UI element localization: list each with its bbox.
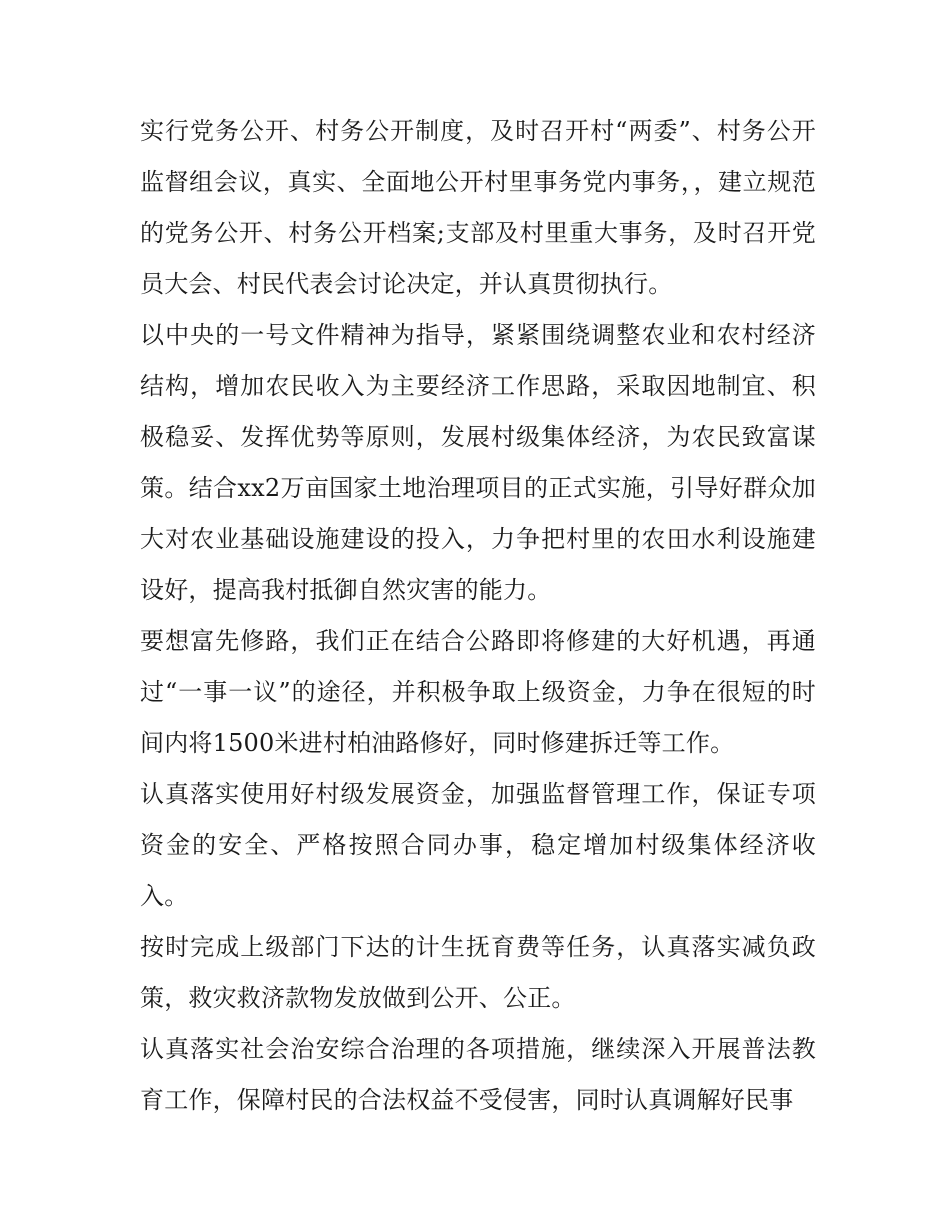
paragraph-economic-development: 以中央的一号文件精神为指导，紧紧围绕调整农业和农村经济结构，增加农民收入为主要经济工作思路，采取因地制宜、积极稳妥、发挥优势等原则，发展村级集体经济，为农民致富谋策。结合xx2万亩国家土地治理项目的正式实施，引导好群众加大对农业基础设施建设的投入，力争把村里的农田水利设施建设好，提高我村抵御自然灾害的能力。 bbox=[140, 321, 816, 604]
paragraph-fund-management: 认真落实使用好村级发展资金，加强监督管理工作，保证专项资金的安全、严格按照合同办事，稳定增加村级集体经济收入。 bbox=[140, 780, 816, 910]
paragraph-family-planning-tasks: 按时完成上级部门下达的计生抚育费等任务，认真落实减负政策，救灾救济款物发放做到公开、公正。 bbox=[140, 933, 816, 1012]
paragraph-public-security: 认真落实社会治安综合治理的各项措施，继续深入开展普法教育工作，保障村民的合法权益不受侵害，同时认真调解好民事 bbox=[140, 1035, 816, 1114]
paragraph-party-affairs-disclosure: 实行党务公开、村务公开制度，及时召开村“两委”、村务公开监督组会议，真实、全面地公开村里事务党内事务，，建立规范的党务公开、村务公开档案;支部及村里重大事务，及时召开党员大会、村民代表会讨论决定，并认真贯彻执行。 bbox=[140, 117, 816, 298]
paragraph-road-construction: 要想富先修路，我们正在结合公路即将修建的大好机遇，再通过“一事一议”的途径，并积极争取上级资金，力争在很短的时间内将1500米进村柏油路修好，同时修建拆迁等工作。 bbox=[140, 627, 816, 757]
document-body bbox=[140, 106, 816, 1126]
